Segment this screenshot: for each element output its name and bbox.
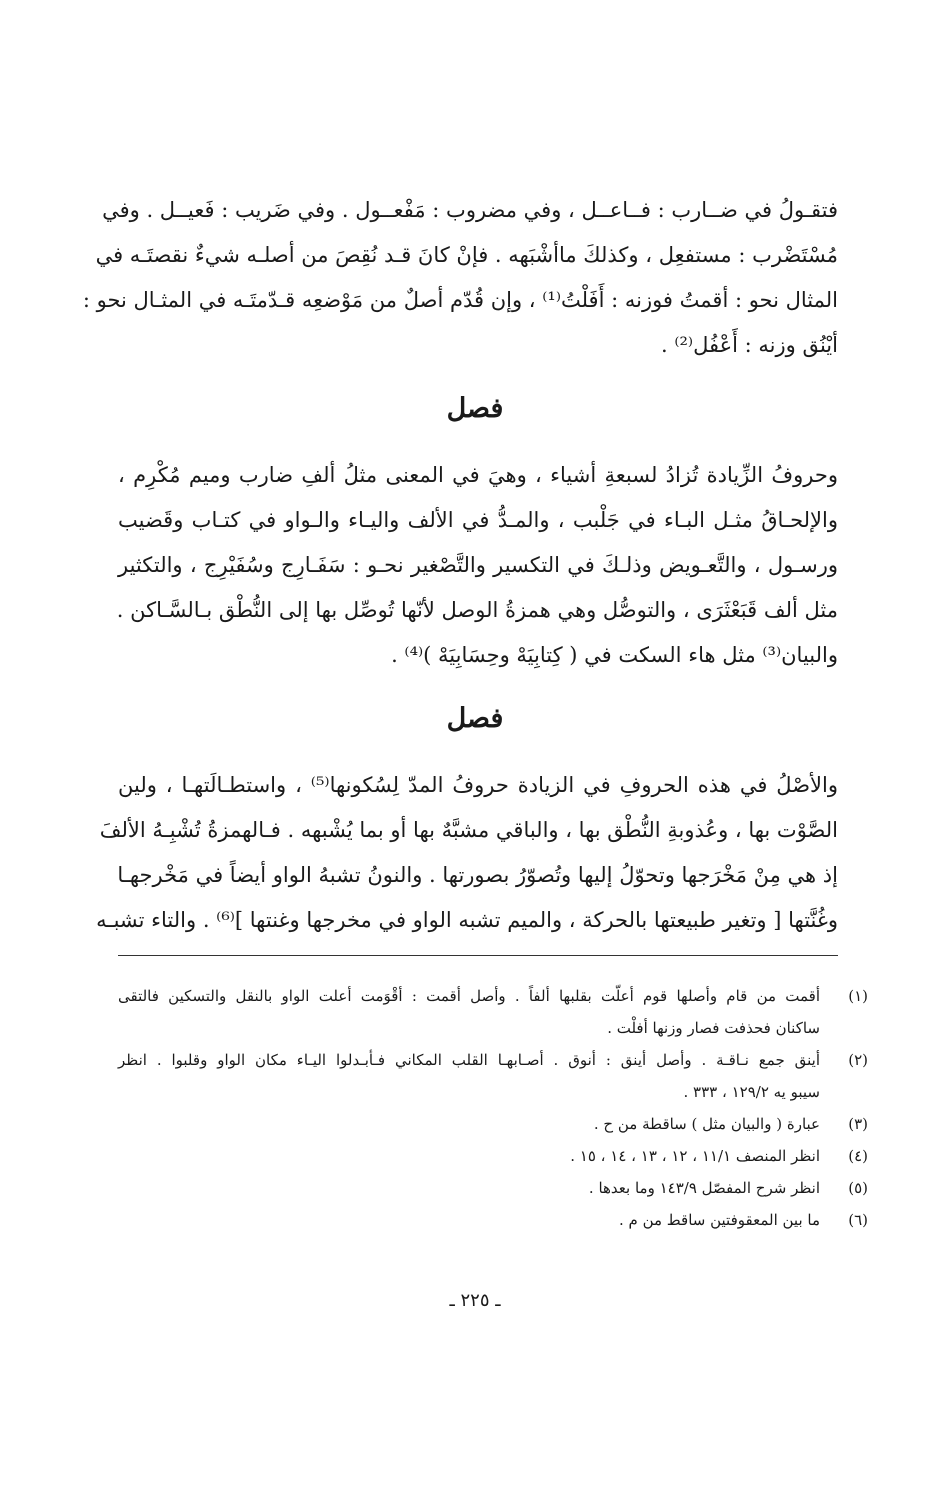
text-line: فتقـولُ في ضــارب : فــاعــل ، وفي مضروب : مَفْعــول . وفي ضَريب : فَعيــل . وفي	[102, 198, 838, 222]
footnote-divider	[118, 955, 838, 956]
footnote-text: انظر المنصف ١١/١ ، ١٢ ، ١٣ ، ١٤ ، ١٥ .	[570, 1147, 820, 1165]
footnote-text: سيبو يه ١٢٩/٢ ، ٣٣٣ .	[683, 1083, 820, 1101]
paragraph-2	[118, 453, 838, 678]
text-line: والبيان⁽³⁾ مثل هاء السكت في ( كِتابِيَهْ وحِسَابِيَهْ )⁽⁴⁾ .	[391, 643, 838, 667]
text-line: مثل ألف قَبَعْثَرَى ، والتوصُّل وهي همزةُ الوصل لأنّها تُوصِّل بها إلى النُّطْق بـالسَّـاكن .	[116, 598, 838, 622]
footnote-number: (٥)	[848, 1179, 868, 1197]
text-line: أيْنُق وزنه : أَعْفُل⁽²⁾ .	[660, 333, 838, 357]
footnote-text: ما بين المعقوفتين ساقط من م .	[618, 1211, 820, 1229]
footnote-text: انظر شرح المفصّل ١٤٣/٩ وما بعدها .	[588, 1179, 820, 1197]
text-line: وغُنَّتها [ وتغير طبيعتها بالحركة ، والميم تشبه الواو في مخرجها وغنتها ]⁽⁶⁾ . والتاء تشبـه	[96, 908, 838, 932]
section-heading: فصل	[446, 703, 504, 734]
footnotes	[118, 980, 868, 1236]
text-line: الصَّوْت بها ، وعُذوبةِ النُّطْق بها ، والباقي مشبَّهٌ بها أو بما يُشْبهه . فـالهمزةُ تُشْبِـهُ الألفَ	[99, 818, 838, 842]
footnote	[118, 980, 868, 1044]
footnote-number: (٤)	[848, 1147, 868, 1165]
footnote-text: أقمت من قام وأصلها قوم أعلّت بقلبها ألفاً . وأصل أقمت : أقْوَمت أعلت الواو بالنقل والتسكين فالتقى	[118, 987, 820, 1005]
footnote-text: ساكنان فحذفت فصار وزنها أفلْت .	[607, 1019, 820, 1037]
text-line: المثال نحو : أقمتُ فوزنه : أَفَلْتُ⁽¹⁾ ، وإن قُدّم أصلٌ من مَوْضعِه قـدّمتَـه في المثـال نحو :	[82, 288, 838, 312]
paragraph-1	[82, 188, 838, 368]
text-line: والأصْلُ في هذه الحروفِ في الزيادة حروفُ المدّ لِسُكونها⁽⁵⁾ ، واستطـالَتهـا ، ولين	[118, 773, 838, 797]
footnote	[118, 1204, 868, 1236]
footnote	[118, 1140, 868, 1172]
footnote-number: (٦)	[848, 1211, 868, 1229]
footnote-number: (٣)	[848, 1115, 868, 1133]
text-line: إذ هي مِنْ مَخْرَجها وتحوّلُ إليها وتُصوّرُ بصورتها . والنونُ تشبهُ الواو أيضاً في مَخْرجهـا	[117, 863, 838, 887]
footnote-number: (١)	[848, 987, 868, 1005]
footnote	[118, 1044, 868, 1108]
text-line: ورسـول ، والتَّعـويض وذلـكَ في التكسير والتَّصْغير نحـو : سَفَـارِج وسُفَيْرِج ، والتكثير	[118, 553, 838, 577]
footnote-number: (٢)	[848, 1051, 868, 1069]
text-line: وحروفُ الزِّيادة تُزادُ لسبعةِ أشياء ، وهيَ في المعنى مثلُ ألفِ ضارب وميم مُكْرِم ،	[118, 463, 838, 487]
text-line: مُسْتَضْرب : مستفعِل ، وكذلكَ ماأشْبَهه . فإنْ كانَ قـد نُقِصَ من أصلـه شيءٌ نقصتَـه في	[95, 243, 838, 267]
footnote-text: عبارة ( والبيان مثل ) ساقطة من ح .	[593, 1115, 820, 1133]
text-line: والإلحـاقُ مثـل البـاء في جَلْبب ، والمـدُّ في الألف واليـاء والـواو في كتـاب وقَضيب	[118, 508, 838, 532]
footnote-text: أينق جمع نـاقـة . وأصل أينق : أنوق . أصـابهـا القلب المكاني فـأبـدلوا اليـاء مكان الواو وقلبوا . انظر	[118, 1051, 820, 1069]
page-number: ـ ٢٢٥ ـ	[449, 1290, 501, 1311]
section-heading: فصل	[446, 393, 504, 424]
paragraph-3	[96, 763, 838, 943]
footnote	[118, 1108, 868, 1140]
footnote	[118, 1172, 868, 1204]
